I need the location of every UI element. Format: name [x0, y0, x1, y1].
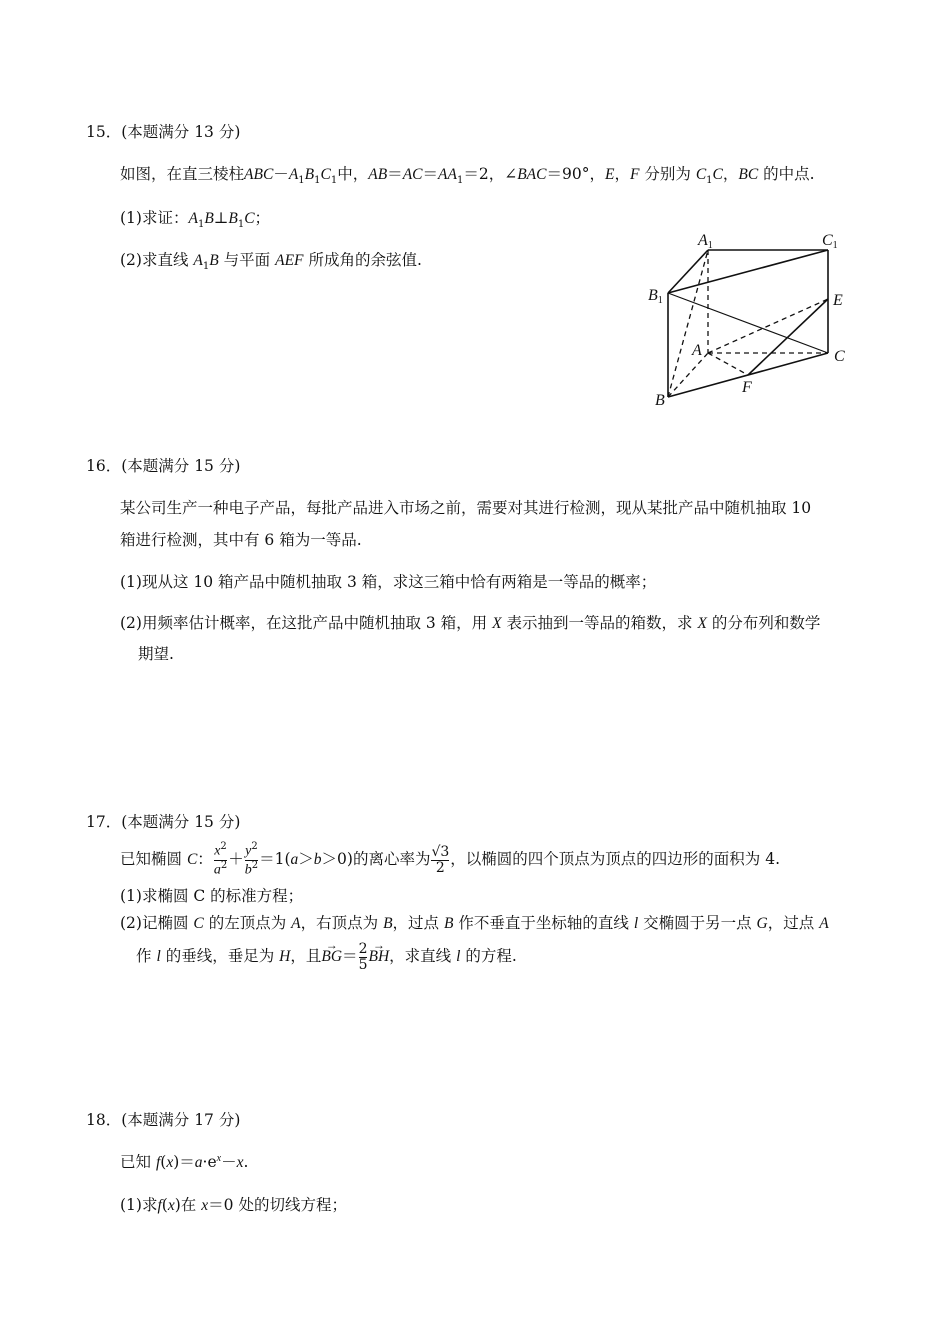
q17-part1: (1)求椭圆 C 的标准方程；: [120, 887, 304, 905]
q15-part1: (1)求证：$A_1B\perp B_1C$；: [120, 209, 271, 231]
q17-header: 17．(本题满分 15 分): [86, 813, 241, 831]
q16-stem-line2: 箱进行检测，其中有 6 箱为一等品.: [120, 531, 362, 549]
label-b: B: [655, 392, 665, 409]
q15-part2: (2)求直线 $A_1B$ 与平面 AEF 所成角的余弦值.: [120, 251, 422, 273]
edge-af: [708, 353, 748, 375]
label-b1: B1: [648, 287, 663, 306]
label-a1: A1: [698, 232, 713, 251]
edge-b1c1: [668, 250, 828, 293]
label-a: A: [692, 342, 702, 359]
q16-part2-line2: 期望.: [138, 645, 174, 663]
q16-part1: (1)现从这 10 箱产品中随机抽取 3 箱，求这三箱中恰有两箱是一等品的概率；: [120, 573, 657, 591]
prism-figure: [640, 225, 860, 415]
q15-stem: 如图，在直三棱柱$ABC-A_1B_1C_1$中，$AB=AC=AA_1=2$，∠BAC＝90°，E，F 分别为 $C_1C$，BC 的中点.: [120, 165, 815, 187]
q18-header: 18．(本题满分 17 分): [86, 1111, 241, 1129]
q18-part1: (1)求f(x)在 x＝0 处的切线方程；: [120, 1196, 347, 1214]
q17-stem: 已知椭圆 C： $\frac{x^2}{a^2}$ ＋ $\frac{y^2}{b^2}$ ＝1(a＞b＞0)的离心率为 $\frac{√3}{2}$ ，以椭圆的四个顶点为顶点的四边形的面积为 4.: [120, 841, 780, 878]
label-c: C: [834, 348, 845, 365]
q16-part2-line1: (2)用频率估计概率，在这批产品中随机抽取 3 箱，用 X 表示抽到一等品的箱数，求 X 的分布列和数学: [120, 614, 821, 632]
edge-ae: [708, 299, 828, 353]
q16-stem-line1: 某公司生产一种电子产品，每批产品进入市场之前，需要对其进行检测，现从某批产品中随机抽取 10: [120, 499, 812, 517]
label-c1: C1: [822, 232, 838, 251]
q17-part2-line2: 作 l 的垂线，垂足为 H，且→ BG＝ $\frac{2}{5}$ → BH，求直线 l 的方程.: [136, 934, 517, 978]
q18-stem: 已知 $f(x)=a\cdot e^x-x$.: [120, 1152, 249, 1171]
label-f: F: [742, 379, 752, 396]
label-e: E: [833, 292, 843, 309]
q17-part2-line1: (2)记椭圆 C 的左顶点为 A，右顶点为 B，过点 B 作不垂直于坐标轴的直线 l 交椭圆于另一点 G，过点 A: [120, 914, 829, 932]
q15-header: 15．(本题满分 13 分): [86, 123, 241, 141]
q16-header: 16．(本题满分 15 分): [86, 457, 241, 475]
